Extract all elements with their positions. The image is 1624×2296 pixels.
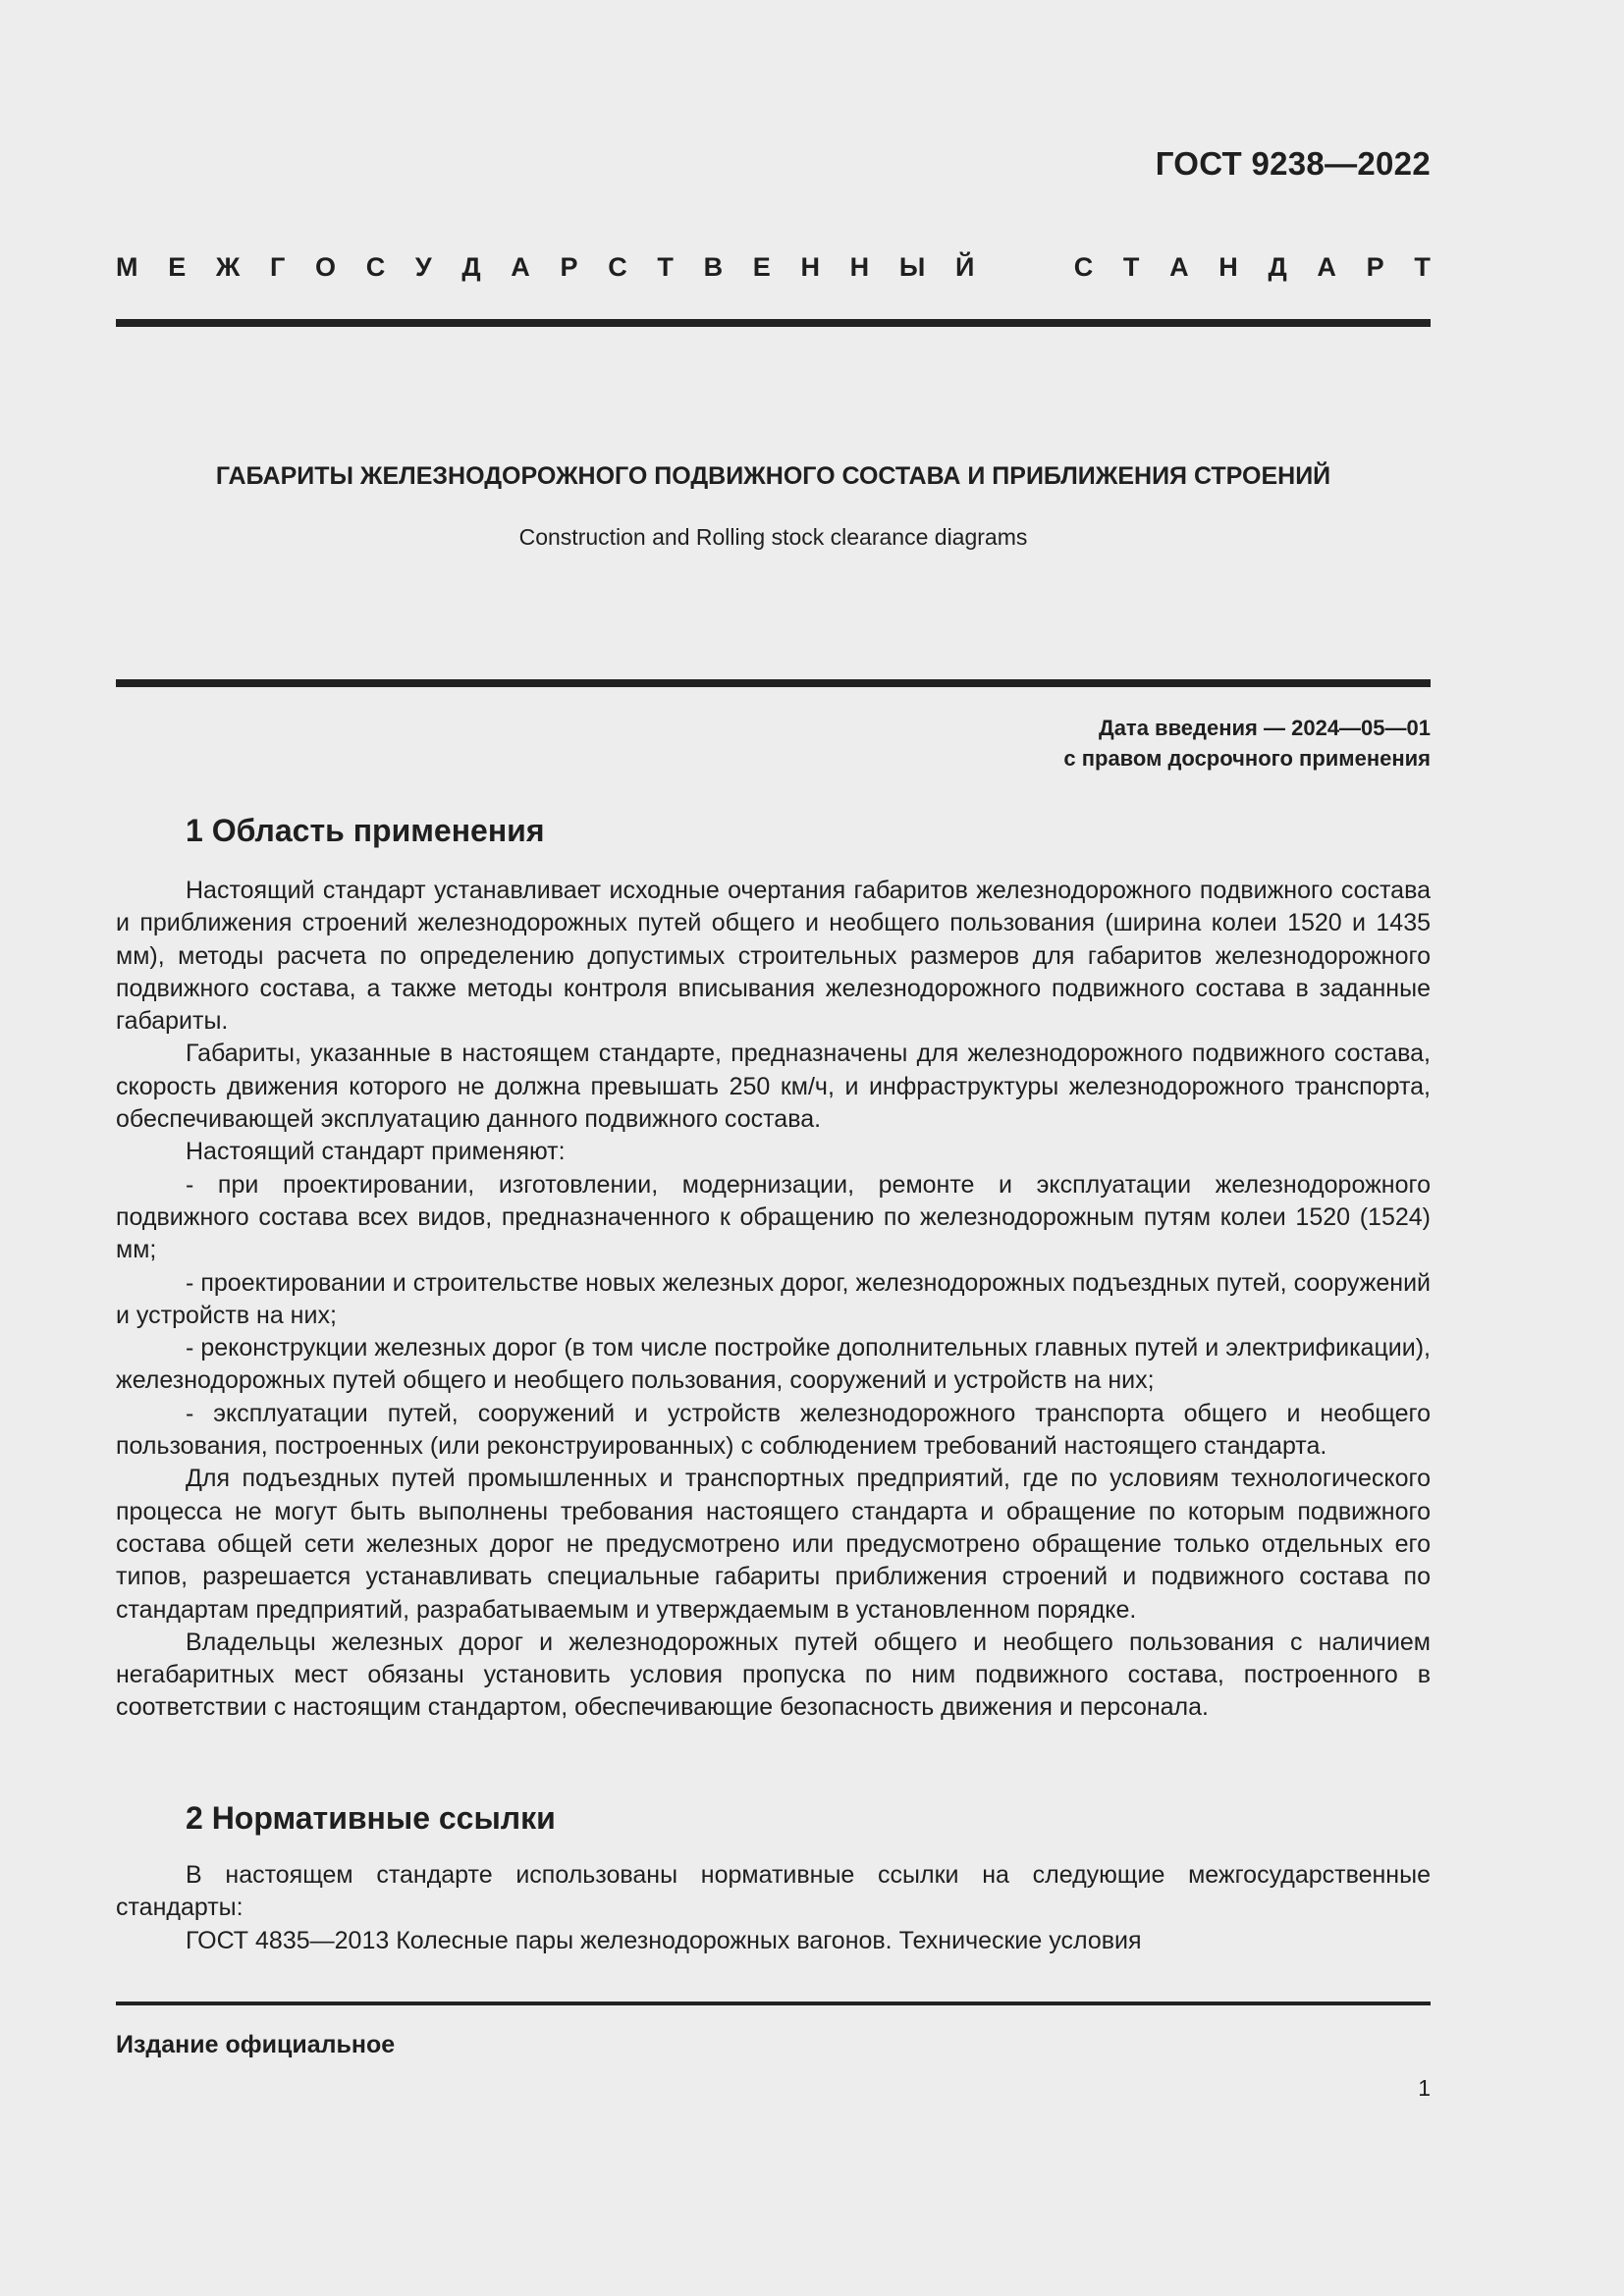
document-page bbox=[116, 0, 1431, 2296]
standard-type-letter: У bbox=[414, 252, 432, 282]
standard-type-letter: Н bbox=[800, 252, 820, 282]
standard-type-letter: Д bbox=[461, 252, 481, 282]
paragraph: Для подъездных путей промышленных и транспортных предприятий, где по условиям технологического процесса не могут быть выполнены требования настоящего стандарта и обращение по которым подвижного состава общей сети железных дорог не предусмотрено или предусмотрено обращение только отдельных его типов, разрешается устанавливать специальные габариты приближения строений и подвижного состава по стандартам предприятий, разрабатываемым и утверждаемым в установленном порядке. bbox=[116, 1465, 1431, 1624]
standard-type-letter: Т bbox=[1122, 252, 1140, 282]
standard-type-letter: Т bbox=[657, 252, 674, 282]
paragraph: Настоящий стандарт устанавливает исходные очертания габаритов железнодорожного подвижного состава и приближения строений железнодорожных путей общего и необщего пользования (ширина колеи 1520 и 1435 мм), методы расчета по определению допустимых строительных размеров для габаритов железнодорожного подвижного состава, а также методы контроля вписывания железнодорожного подвижного состава в заданные габариты. bbox=[116, 877, 1431, 1036]
title-divider bbox=[116, 679, 1431, 687]
paragraph: Габариты, указанные в настоящем стандарте, предназначены для железнодорожного подвижного состава, скорость движения которого не должна превышать 250 км/ч, и инфраструктуры железнодорожного транспорта, обеспечивающей эксплуатацию данного подвижного состава. bbox=[116, 1040, 1431, 1134]
standard-type-letter: А bbox=[1317, 252, 1336, 282]
standard-type-letter: М bbox=[116, 252, 138, 282]
standard-type-letter: С bbox=[1073, 252, 1094, 282]
introduction-date-block bbox=[1063, 713, 1431, 774]
header-divider bbox=[116, 319, 1431, 327]
document-title-english: Construction and Rolling stock clearance diagrams bbox=[518, 524, 1028, 550]
section-1-heading: 1 Область применения bbox=[186, 813, 545, 848]
standard-type-letter: В bbox=[703, 252, 724, 282]
standard-type-letter: Р bbox=[560, 252, 578, 282]
word-gap bbox=[1004, 252, 1044, 283]
document-title: ГАБАРИТЫ ЖЕЛЕЗНОДОРОЖНОГО ПОДВИЖНОГО СОСТАВА И ПРИБЛИЖЕНИЯ СТРОЕНИЙ bbox=[215, 462, 1331, 490]
footer-divider bbox=[116, 2002, 1431, 2005]
official-edition-label: Издание официальное bbox=[116, 2031, 396, 2058]
standard-type-letter: А bbox=[1169, 252, 1189, 282]
early-application-note: с правом досрочного применения bbox=[1063, 746, 1431, 771]
list-item: - эксплуатации путей, сооружений и устройств железнодорожного транспорта общего и необщего пользования, построенных (или реконструированных) с соблюдением требований настоящего стандарта. bbox=[116, 1399, 1431, 1461]
standard-type-letter: С bbox=[608, 252, 627, 282]
standard-type-letter: Д bbox=[1268, 252, 1287, 282]
standard-type-letter: Е bbox=[752, 252, 771, 282]
list-item: - реконструкции железных дорог (в том числе постройке дополнительных главных путей и электрификации), железнодорожных путей общего и необщего пользования, сооружений и устройств на них; bbox=[116, 1334, 1431, 1395]
section-2-heading: 2 Нормативные ссылки bbox=[186, 1800, 556, 1836]
standard-type-letter: О bbox=[314, 252, 336, 282]
standard-type-letter: Г bbox=[269, 252, 286, 282]
standard-type-heading bbox=[116, 252, 1431, 283]
paragraph: Владельцы железных дорог и железнодорожных путей общего и необщего пользования с наличием негабаритных мест обязаны установить условия пропуска по ним подвижного состава, построенного в соответствии с настоящим стандартом, обеспечивающие безопасность движения и персонала. bbox=[116, 1628, 1431, 1722]
standard-type-letter: Й bbox=[954, 252, 975, 282]
standard-type-letter: Ы bbox=[898, 252, 926, 282]
section-2-body bbox=[116, 1859, 1431, 1957]
standard-type-letter: С bbox=[365, 252, 386, 282]
page-number: 1 bbox=[1418, 2075, 1431, 2101]
standard-type-letter: Н bbox=[1218, 252, 1238, 282]
section-1-body bbox=[116, 875, 1431, 1725]
list-item: - при проектировании, изготовлении, модернизации, ремонте и эксплуатации железнодорожного подвижного состава всех видов, предназначенного к обращению по железнодорожным путям колеи 1520 (1524) мм; bbox=[116, 1170, 1431, 1264]
paragraph: Настоящий стандарт применяют: bbox=[186, 1138, 566, 1166]
standard-type-letter: А bbox=[511, 252, 530, 282]
standard-type-letter: Е bbox=[168, 252, 187, 282]
standard-type-letter: Н bbox=[849, 252, 870, 282]
paragraph: В настоящем стандарте использованы нормативные ссылки на следующие межгосударственные стандарты: bbox=[116, 1861, 1431, 1922]
standard-type-letter: Р bbox=[1366, 252, 1384, 282]
document-code: ГОСТ 9238—2022 bbox=[1155, 145, 1431, 182]
standard-type-letter: Ж bbox=[215, 252, 241, 282]
standard-type-letter: Т bbox=[1414, 252, 1431, 282]
reference-item: ГОСТ 4835—2013 Колесные пары железнодорожных вагонов. Технические условия bbox=[186, 1926, 1142, 1954]
list-item: - проектировании и строительстве новых железных дорог, железнодорожных подъездных путей, сооружений и устройств на них; bbox=[116, 1268, 1431, 1329]
introduction-date: Дата введения — 2024—05—01 bbox=[1099, 716, 1431, 740]
